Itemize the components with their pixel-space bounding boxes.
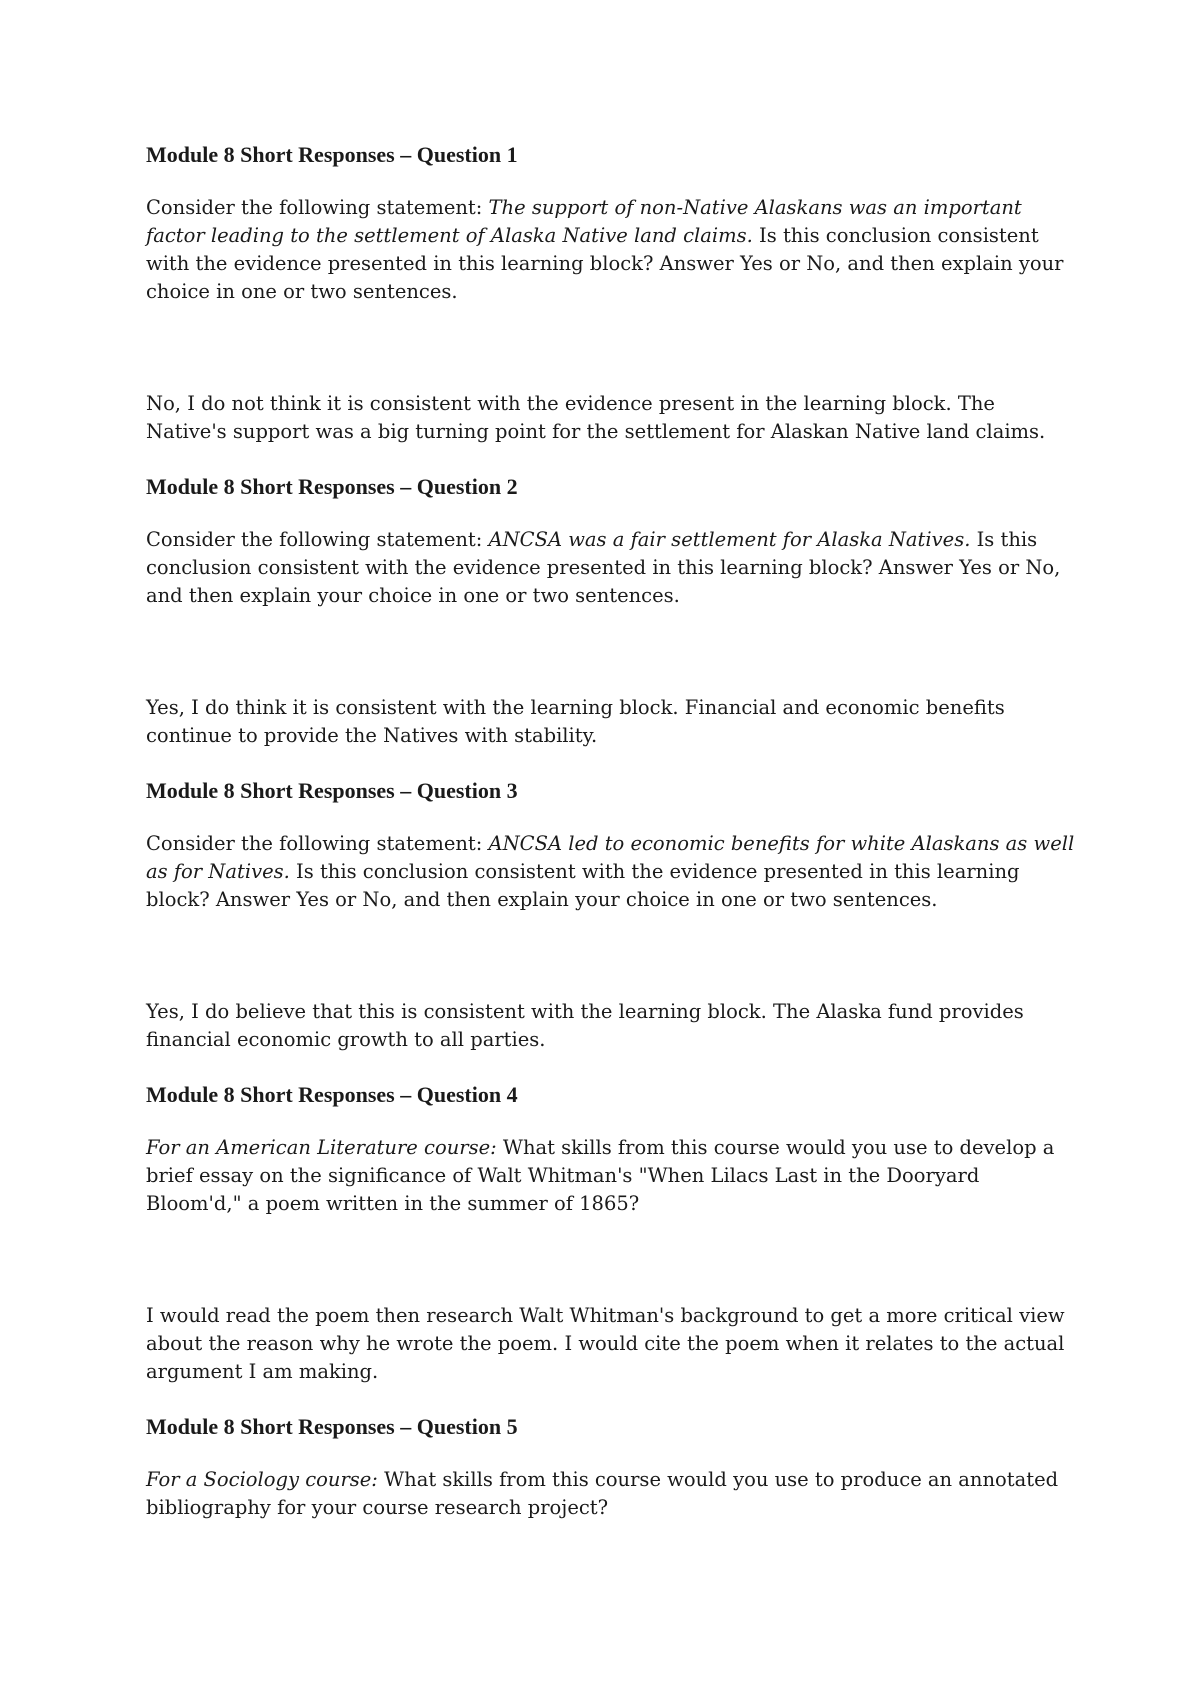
prompt-lead: Consider the following statement: — [146, 196, 489, 219]
prompt-rest: Is this conclusion consistent with the evidence presented in this learning block? Answer Yes or No, and then explain your choice in one or two sentences. — [146, 528, 1061, 607]
question-2-answer: Yes, I do think it is consistent with the learning block. Financial and economic benefits continue to provide the Natives with stability. — [146, 696, 1005, 747]
question-5-prompt — [146, 1466, 1076, 1522]
question-1-answer: No, I do not think it is consistent with the evidence present in the learning block. The Native's support was a big turning point for the settlement for Alaskan Native land claims. — [146, 392, 1046, 443]
prompt-rest: What skills from this course would you use to produce an annotated bibliography for your course research project? — [146, 1468, 1059, 1519]
document-page — [146, 140, 1076, 1522]
question-3-answer: Yes, I do believe that this is consistent with the learning block. The Alaska fund provides financial economic growth to all parties. — [146, 1000, 1024, 1051]
question-4-section — [146, 1080, 1076, 1386]
question-5-section — [146, 1412, 1076, 1522]
prompt-statement: ANCSA was a fair settlement for Alaska Natives. — [488, 528, 971, 551]
question-3-prompt — [146, 830, 1076, 914]
question-5-heading: Module 8 Short Responses – Question 5 — [146, 1414, 518, 1439]
prompt-rest: Is this conclusion consistent with the evidence presented in this learning block? Answer Yes or No, and then explain your choice in one or two sentences. — [146, 224, 1064, 303]
question-1-section — [146, 140, 1076, 446]
question-2-section — [146, 472, 1076, 750]
prompt-statement: The support of non-Native Alaskans was an important factor leading to the settlement of Alaska Native land claims. — [146, 196, 1022, 247]
question-1-prompt — [146, 194, 1076, 306]
prompt-statement: ANCSA led to economic benefits for white Alaskans as well as for Natives. — [146, 832, 1075, 883]
prompt-rest: What skills from this course would you use to develop a brief essay on the significance of Walt Whitman's "When Lilacs Last in the Dooryard Bloom'd," a poem written in the summer of 1865? — [146, 1136, 1055, 1215]
prompt-lead: Consider the following statement: — [146, 832, 489, 855]
question-2-prompt — [146, 526, 1076, 610]
question-3-section — [146, 776, 1076, 1054]
prompt-course: For an American Literature course: — [146, 1136, 497, 1159]
question-4-heading: Module 8 Short Responses – Question 4 — [146, 1082, 518, 1107]
prompt-lead: Consider the following statement: — [146, 528, 489, 551]
question-2-heading: Module 8 Short Responses – Question 2 — [146, 474, 518, 499]
prompt-rest: Is this conclusion consistent with the evidence presented in this learning block? Answer Yes or No, and then explain your choice in one or two sentences. — [146, 860, 1020, 911]
question-1-heading: Module 8 Short Responses – Question 1 — [146, 142, 518, 167]
question-3-heading: Module 8 Short Responses – Question 3 — [146, 778, 518, 803]
question-4-answer: I would read the poem then research Walt Whitman's background to get a more critical view about the reason why he wrote the poem. I would cite the poem when it relates to the actual argument I am making. — [146, 1304, 1065, 1383]
question-4-prompt — [146, 1134, 1076, 1218]
prompt-course: For a Sociology course: — [146, 1468, 378, 1491]
